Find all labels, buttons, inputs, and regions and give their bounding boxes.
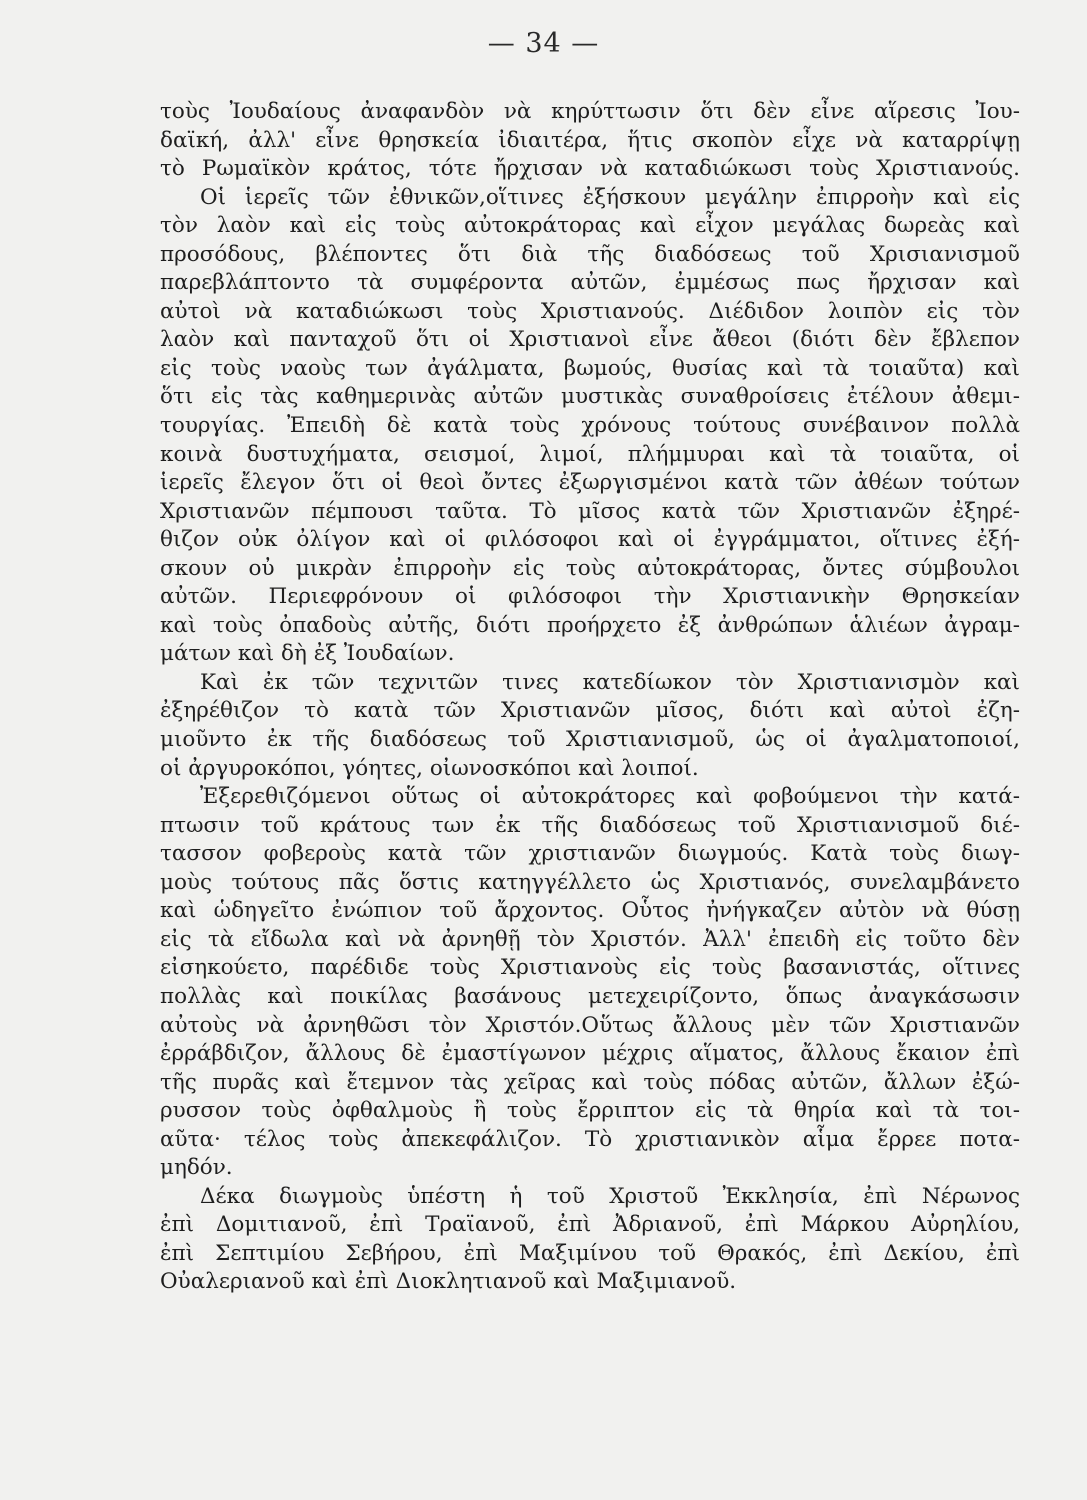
text-line: εἰσηκούετο, παρέδιδε τοὺς Χριστιανοὺς εἰς τοὺς βασανιστάς, οἵτινες [160,955,1020,981]
text-line: παρεβλάπτοντο τὰ συμφέροντα αὐτῶν, ἐμμέσως πως ἤρχισαν καὶ [160,270,1020,296]
text-line: τὸν λαὸν καὶ εἰς τοὺς αὐτοκράτορας καὶ εἶχον μεγάλας δωρεὰς καὶ [160,213,1020,239]
text-line: Ἐξερεθιζόμενοι οὕτως οἱ αὐτοκράτορες καὶ φοβούμενοι τὴν κατά- [200,784,1020,810]
text-line: θιζον οὐκ ὀλίγον καὶ οἱ φιλόσοφοι καὶ οἱ ἐγγράμματοι, οἵτινες ἐξή- [160,527,1020,553]
text-line: τουργίας. Ἐπειδὴ δὲ κατὰ τοὺς χρόνους τούτους συνέβαινον πολλὰ [160,413,1020,439]
text-line: Οἱ ἱερεῖς τῶν ἐθνικῶν,οἵτινες ἐξήσκουν μεγάλην ἐπιρροὴν καὶ εἰς [200,184,1020,210]
text-line: αῦτα· τέλος τοὺς ἀπεκεφάλιζον. Τὸ χριστιανικὸν αἷμα ἔρρεε ποτα- [160,1126,1020,1152]
text-line: ἐξηρέθιζον τὸ κατὰ τῶν Χριστιανῶν μῖσος, διότι καὶ αὐτοὶ ἐζη- [160,698,1020,724]
text-line: μοὺς τούτους πᾶς ὅστις κατηγγέλλετο ὡς Χριστιανός, συνελαμβάνετο [160,869,1020,895]
text-line: ἐπὶ Δομιτιανοῦ, ἐπὶ Τραϊανοῦ, ἐπὶ Ἀδριανοῦ, ἐπὶ Μάρκου Αὐρηλίου, [160,1212,1020,1238]
text-line: Καὶ ἐκ τῶν τεχνιτῶν τινες κατεδίωκον τὸν Χριστιανισμὸν καὶ [200,669,1020,695]
text-line: οἱ ἀργυροκόποι, γόητες, οἰωνοσκόποι καὶ λοιποί. [160,755,699,781]
text-line: τασσον φοβεροὺς κατὰ τῶν χριστιανῶν διωγμούς. Κατὰ τοὺς διωγ- [160,841,1020,867]
page-number: — 34 — [487,28,600,59]
text-line: αὐτοὺς νὰ ἀρνηθῶσι τὸν Χριστόν.Οὕτως ἄλλους μὲν τῶν Χριστιανῶν [160,1012,1020,1038]
text-line: αὐτῶν. Περιεφρόνουν οἱ φιλόσοφοι τὴν Χριστιανικὴν Θρησκείαν [160,584,1020,610]
text-line: μιοῦντο ἐκ τῆς διαδόσεως τοῦ Χριστιανισμοῦ, ὡς οἱ ἀγαλματοποιοί, [160,727,1020,753]
text-line: προσόδους, βλέποντες ὅτι διὰ τῆς διαδόσεως τοῦ Χρισιανισμοῦ [160,241,1020,267]
text-line: τοὺς Ἰουδαίους ἀναφανδὸν νὰ κηρύττωσιν ὅτι δὲν εἶνε αἵρεσις Ἰου- [160,99,1020,124]
text-line: πολλὰς καὶ ποικίλας βασάνους μετεχειρίζοντο, ὅπως ἀναγκάσωσιν [160,983,1020,1009]
text-line: Χριστιανῶν πέμπουσι ταῦτα. Τὸ μῖσος κατὰ τῶν Χριστιανῶν ἐξηρέ- [160,498,1020,524]
text-line: ἐρράβδιζον, ἄλλους δὲ ἐμαστίγωνον μέχρις αἵματος, ἄλλους ἔκαιον ἐπὶ [160,1041,1020,1067]
text-line: μάτων καὶ δὴ ἐξ Ἰουδαίων. [160,641,455,667]
text-line: εἰς τὰ εἴδωλα καὶ νὰ ἀρνηθῇ τὸν Χριστόν. Ἀλλ' ἐπειδὴ εἰς τοῦτο δὲν [160,926,1020,952]
text-line: καὶ τοὺς ὀπαδοὺς αὐτῆς, διότι προήρχετο ἐξ ἀνθρώπων ἁλιέων ἀγραμ- [160,612,1020,638]
text-line: λαὸν καὶ πανταχοῦ ὅτι οἱ Χριστιανοὶ εἶνε ἄθεοι (διότι δὲν ἔβλεπον [160,327,1020,353]
text-line: καὶ ὡδηγεῖτο ἐνώπιον τοῦ ἄρχοντος. Οὗτος ἠνήγκαζεν αὐτὸν νὰ θύσῃ [160,898,1020,924]
text-line: ὅτι εἰς τὰς καθημερινὰς αὐτῶν μυστικὰς συναθροίσεις ἐτέλουν ἀθεμι- [160,384,1020,410]
text-line: ἱερεῖς ἔλεγον ὅτι οἱ θεοὶ ὄντες ἐξωργισμένοι κατὰ τῶν ἀθέων τούτων [160,470,1020,496]
text-line: κοινὰ δυστυχήματα, σεισμοί, λιμοί, πλήμμυραι καὶ τὰ τοιαῦτα, οἱ [160,441,1020,467]
text-line: αὐτοὶ νὰ καταδιώκωσι τοὺς Χριστιανούς. Διέδιδον λοιπὸν εἰς τὸν [160,298,1020,324]
text-line: μηδόν. [160,1155,233,1181]
text-line: ρυσσον τοὺς ὀφθαλμοὺς ἢ τοὺς ἔρριπτον εἰς τὰ θηρία καὶ τὰ τοι- [160,1098,1020,1124]
text-line: εἰς τοὺς ναοὺς των ἀγάλματα, βωμούς, θυσίας καὶ τὰ τοιαῦτα) καὶ [160,355,1020,381]
text-line: σκουν οὐ μικρὰν ἐπιρροὴν εἰς τοὺς αὐτοκράτορας, ὄντες σύμβουλοι [160,555,1020,581]
text-line: τὸ Ρωμαϊκὸν κράτος, τότε ἤρχισαν νὰ καταδιώκωσι τοὺς Χριστιανούς. [160,156,1020,182]
text-line: Δέκα διωγμοὺς ὑπέστη ἡ τοῦ Χριστοῦ Ἐκκλησία, ἐπὶ Νέρωνος [200,1183,1020,1209]
text-line: δαϊκή, ἀλλ' εἶνε θρησκεία ἰδιαιτέρα, ἥτις σκοπὸν εἶχε νὰ καταρρίψῃ [160,127,1020,153]
text-line: τῆς πυρᾶς καὶ ἔτεμνον τὰς χεῖρας καὶ τοὺς πόδας αὐτῶν, ἄλλων ἐξώ- [160,1069,1020,1095]
text-line: πτωσιν τοῦ κράτους των ἐκ τῆς διαδόσεως τοῦ Χριστιανισμοῦ διέ- [160,812,1020,838]
text-line: Οὐαλεριανοῦ καὶ ἐπὶ Διοκλητιανοῦ καὶ Μαξιμιανοῦ. [160,1269,737,1295]
text-line: ἐπὶ Σεπτιμίου Σεβήρου, ἐπὶ Μαξιμίνου τοῦ Θρακός, ἐπὶ Δεκίου, ἐπὶ [160,1240,1020,1266]
body-text [160,98,1020,1297]
